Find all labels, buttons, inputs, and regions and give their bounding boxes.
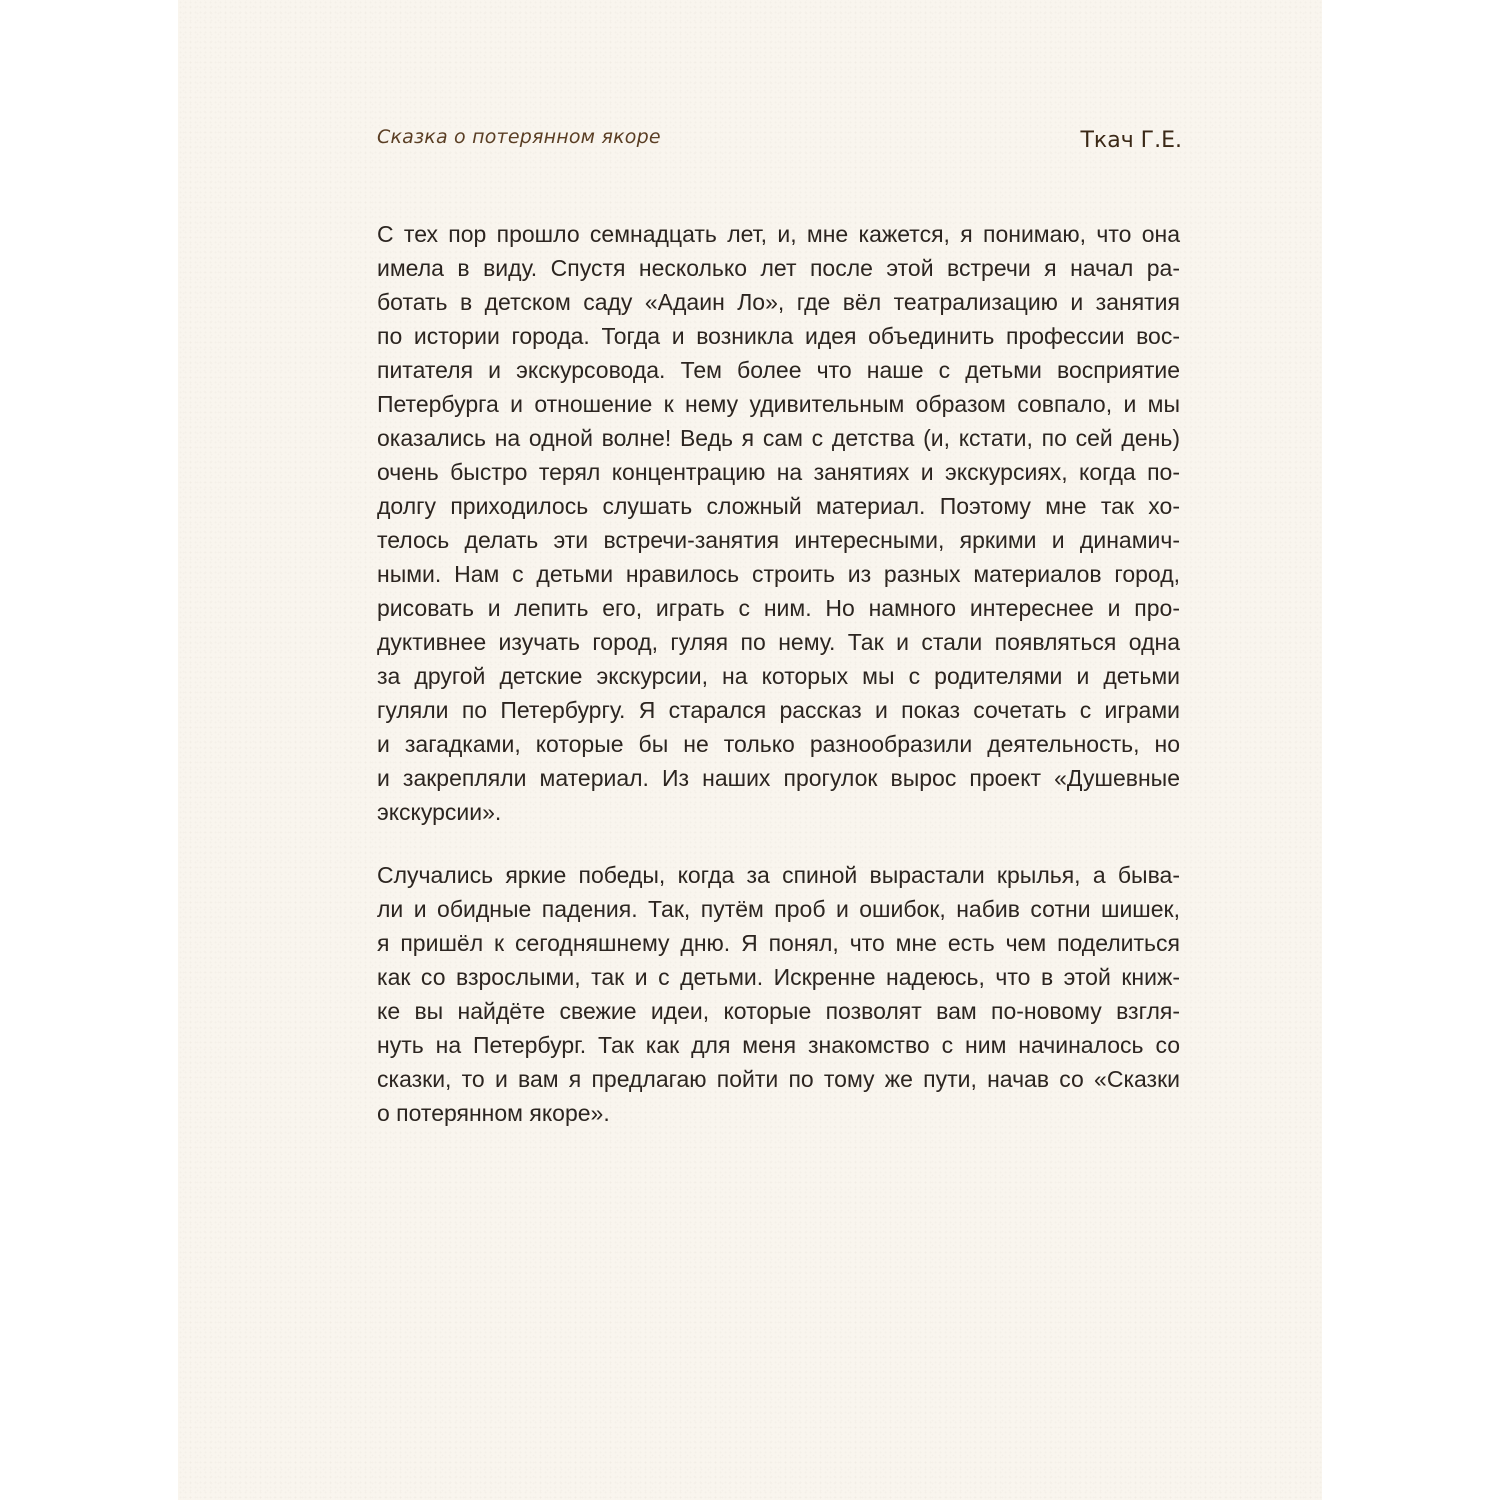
text-line: ными. Нам с детьми нравилось строить из разных материалов город, bbox=[377, 561, 1180, 587]
text-line: и закрепляли материал. Из наших прогулок вырос проект «Душевные bbox=[377, 765, 1180, 791]
text-line: долгу приходилось слушать сложный материал. Поэтому мне так хо- bbox=[377, 493, 1180, 519]
text-line: о потерянном якоре». bbox=[377, 1100, 610, 1126]
text-line: за другой детские экскурсии, на которых мы с родителями и детьми bbox=[377, 663, 1180, 689]
paragraph-1 bbox=[377, 217, 1180, 829]
text-line: очень быстро терял концентрацию на занятиях и экскурсиях, когда по- bbox=[377, 459, 1180, 485]
text-line: по истории города. Тогда и возникла идея объединить профессии вос- bbox=[377, 323, 1180, 349]
paragraph-2 bbox=[377, 858, 1180, 1130]
text-line: оказались на одной волне! Ведь я сам с детства (и, кстати, по сей день) bbox=[377, 425, 1180, 451]
text-line: и загадками, которые бы не только разнообразили деятельность, но bbox=[377, 731, 1180, 757]
text-line: телось делать эти встречи-занятия интересными, яркими и динамич- bbox=[377, 527, 1180, 553]
text-line: С тех пор прошло семнадцать лет, и, мне кажется, я понимаю, что она bbox=[377, 221, 1180, 247]
text-line: Петербурга и отношение к нему удивительным образом совпало, и мы bbox=[377, 391, 1180, 417]
text-line: имела в виду. Спустя несколько лет после этой встречи я начал ра- bbox=[377, 255, 1180, 281]
text-line: питателя и экскурсовода. Тем более что наше с детьми восприятие bbox=[377, 357, 1180, 383]
text-line: как со взрослыми, так и с детьми. Искренне надеюсь, что в этой книж- bbox=[377, 964, 1180, 990]
text-line: ке вы найдёте свежие идеи, которые позволят вам по-новому взгля- bbox=[377, 998, 1180, 1024]
text-line: сказки, то и вам я предлагаю пойти по тому же пути, начав со «Сказки bbox=[377, 1066, 1180, 1092]
text-line: нуть на Петербург. Так как для меня знакомство с ним начиналось со bbox=[377, 1032, 1180, 1058]
running-author: Ткач Г.Е. bbox=[1080, 128, 1182, 153]
text-line: ботать в детском саду «Адаин Ло», где вёл театрализацию и занятия bbox=[377, 289, 1180, 315]
body-text bbox=[377, 217, 1180, 1159]
text-line: дуктивнее изучать город, гуляя по нему. Так и стали появляться одна bbox=[377, 629, 1180, 655]
running-title: Сказка о потерянном якоре bbox=[377, 126, 661, 148]
text-line: гуляли по Петербургу. Я старался рассказ и показ сочетать с играми bbox=[377, 697, 1180, 723]
text-line: Случались яркие победы, когда за спиной вырастали крылья, а быва- bbox=[377, 862, 1180, 888]
text-line: экскурсии». bbox=[377, 799, 502, 825]
text-line: ли и обидные падения. Так, путём проб и ошибок, набив сотни шишек, bbox=[377, 896, 1180, 922]
text-line: я пришёл к сегодняшнему дню. Я понял, что мне есть чем поделиться bbox=[377, 930, 1180, 956]
text-line: рисовать и лепить его, играть с ним. Но намного интереснее и про- bbox=[377, 595, 1180, 621]
